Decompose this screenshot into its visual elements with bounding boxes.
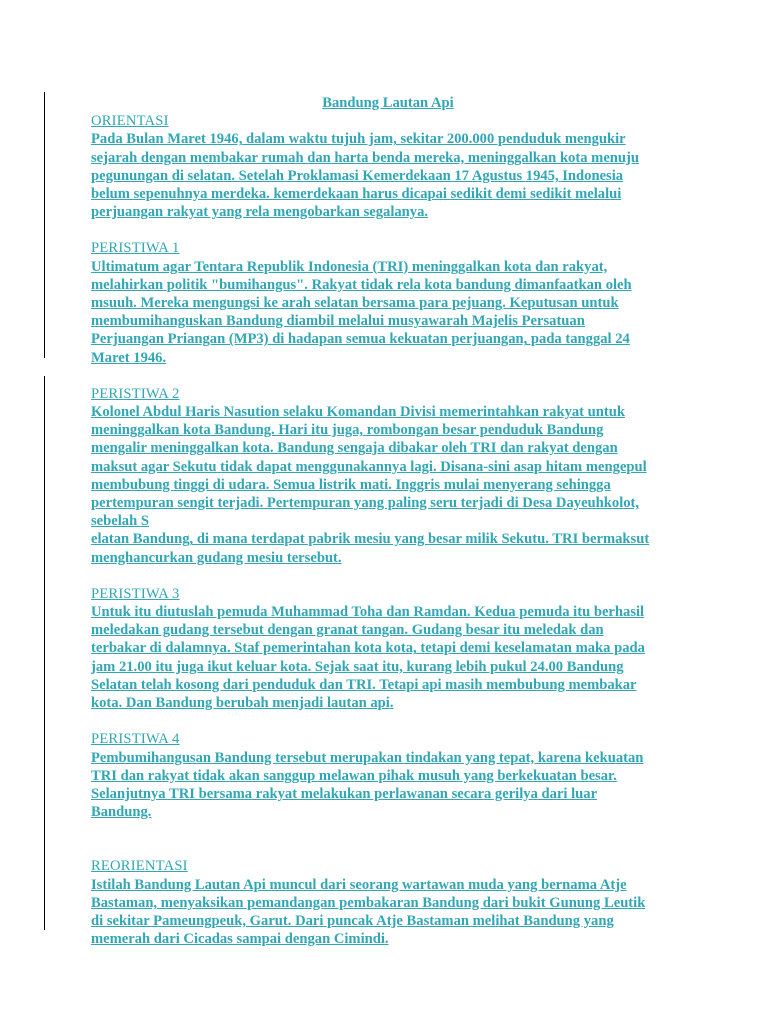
section-heading: PERISTIWA 2 bbox=[91, 385, 180, 402]
section-paragraph: Istilah Bandung Lautan Api muncul dari seorang wartawan muda yang bernama Atje Bastaman, menyaksikan pemandangan pembakaran Bandung dari bukit Gunung Leutik di sekitar Pameungpeuk, Garut. Dari puncak Atje Bastaman melihat Bandung yang memerah dari Cicadas sampai dengan Cimindi. bbox=[91, 876, 646, 948]
section-reorientasi bbox=[91, 857, 671, 948]
section-paragraph: Pada Bulan Maret 1946, dalam waktu tujuh jam, sekitar 200.000 penduduk mengukir sejarah dengan membakar rumah dan harta benda mereka, meninggalkan kota menuju pegunungan di selatan. Setelah Proklamasi Kemerdekaan 17 Agustus 1945, Indonesia belum sepenuhnya merdeka. kemerdekaan harus dicapai sedikit demi sedikit melalui perjuangan rakyat yang rela mengobarkan segalanya. bbox=[91, 131, 639, 221]
section-peristiwa-3 bbox=[91, 585, 671, 712]
section-paragraph: Kolonel Abdul Haris Nasution selaku Komandan Divisi memerintahkan rakyat untuk meninggalkan kota Bandung. Hari itu juga, rombongan besar penduduk Bandung mengalir meninggalkan kota. Bandung sengaja dibakar oleh TRI dan rakyat dengan maksut agar Sekutu tidak dapat menggunakannya lagi. Disana-sini asap hitam mengepul membubung tinggi di udara. Semua listrik mati. Inggris mulai menyerang sehingga pertempuran sengit terjadi. Pertempuran yang paling seru terjadi di Desa Dayeuhkolot, sebelah S elatan Bandung, di mana terdapat pabrik mesiu yang besar milik Sekutu. TRI bermaksut menghancurkan gudang mesiu tersebut. bbox=[91, 404, 650, 566]
section-heading: ORIENTASI bbox=[91, 113, 169, 130]
section-heading: PERISTIWA 1 bbox=[91, 240, 180, 257]
section-peristiwa-1 bbox=[91, 239, 671, 366]
section-orientasi bbox=[91, 112, 671, 221]
section-paragraph: Untuk itu diutuslah pemuda Muhammad Toha dan Ramdan. Kedua pemuda itu berhasil meledakan gudang tersebut dengan granat tangan. Gudang besar itu meledak dan terbakar di dalamnya. Staf pemerintahan kota kota, tetapi demi keselamatan maka pada jam 21.00 itu juga ikut keluar kota. Sejak saat itu, kurang lebih pukul 24.00 Bandung Selatan telah kosong dari penduduk dan TRI. Tetapi api masih membubung membakar kota. Dan Bandung berubah menjadi lautan api. bbox=[91, 604, 645, 712]
section-heading: REORIENTASI bbox=[91, 858, 188, 875]
section-peristiwa-4 bbox=[91, 730, 671, 821]
section-paragraph: Ultimatum agar Tentara Republik Indonesia (TRI) meninggalkan kota dan rakyat, melahirkan politik "bumihangus". Rakyat tidak rela kota bandung dimanfaatkan oleh msuuh. Mereka mengungsi ke arah selatan bersama para pejuang. Keputusan untuk membumihanguskan Bandung diambil melalui musyawarah Majelis Persatuan Perjuangan Priangan (MP3) di hadapan semua kekuatan perjuangan, pada tanggal 24 Maret 1946. bbox=[91, 258, 632, 366]
document-body bbox=[91, 94, 671, 966]
section-paragraph: Pembumihangusan Bandung tersebut merupakan tindakan yang tepat, karena kekuatan TRI dan rakyat tidak akan sanggup melawan pihak musuh yang berkekuatan besar. Selanjutnya TRI bersama rakyat melakukan perlawanan secara gerilya dari luar Bandung. bbox=[91, 749, 644, 821]
left-margin-bar-bottom bbox=[44, 376, 45, 930]
section-heading: PERISTIWA 4 bbox=[91, 731, 180, 748]
section-heading: PERISTIWA 3 bbox=[91, 585, 180, 602]
document-title: Bandung Lautan Api bbox=[322, 95, 454, 111]
section-peristiwa-2 bbox=[91, 385, 671, 567]
left-margin-bar-top bbox=[44, 92, 45, 358]
